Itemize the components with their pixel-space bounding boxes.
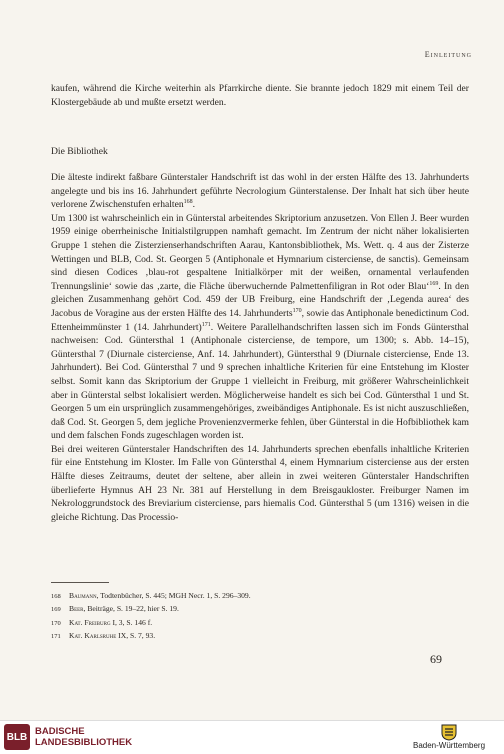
footnote-169 bbox=[51, 603, 251, 616]
paragraph-1 bbox=[51, 171, 469, 212]
page-number: 69 bbox=[430, 652, 442, 666]
footnote-number: 171 bbox=[51, 633, 61, 641]
footnote-171 bbox=[51, 630, 251, 643]
footnote-rule bbox=[51, 582, 109, 583]
intro-text: kaufen, während die Kirche weiterhin als Pfarrkirche diente. Sie brannte jedoch 1829 mit einem Teil der Klostergebäude ab und mußte ersetzt werden. bbox=[51, 83, 469, 108]
footnote-number: 168 bbox=[51, 593, 61, 600]
library-footer bbox=[0, 720, 504, 754]
paragraph-1-text: Die älteste indirekt faßbare Günterstaler Handschrift ist das wohl in der ersten Hälfte des 13. Jahrhunderts angelegte und bis ins 16. Jahrhundert geführte Necrologium Günterstalense. Der Inhalt hat sich über heute verlorene Zwischenstufen erhalten bbox=[51, 172, 469, 211]
section-heading: Die Bibliothek bbox=[51, 146, 108, 157]
bw-logo[interactable] bbox=[402, 723, 496, 750]
footnote-ref-169[interactable]: 169 bbox=[429, 280, 439, 287]
paragraph-1-end: . bbox=[192, 199, 196, 211]
paragraph-2-text-b: . In den gleichen Zusammenhang gehört Cod. 459 der UB Freiburg, eine Handschrift der ‚Legenda aurea‘ des Jacobus de Voragine aus der ersten Hälfte des 14. Jahrhunderts bbox=[51, 280, 470, 319]
library-name-line-2: LANDESBIBLIOTHEK bbox=[35, 737, 133, 748]
running-head: Einleitung bbox=[424, 50, 472, 59]
paragraph-2-text-a: Um 1300 ist wahrscheinlich ein in Günterstal arbeitendes Skriptorium anzusetzen. Von Ellen J. Beer wurden 1959 einige oberrheinische Initialstilgruppen namhaft gemacht. Im Zentrum der nicht näher lokalisierten Gruppe 1 stehen die Zisterzienserhandschriften Aarau, Kantonsbibliothek, Ms. Wett. q. 4 aus der Zisterze Wettingen und BLB, Cod. St. Georgen 5 (Antiphonale et Hymnarium cisterciense, de sanctis). Gemeinsam sind diesen Codices ‚blau-rot gespaltene Initialkörper mit der weißen, ornamental verlaufenden Trennungslinie‘ sowie das ‚zarte, die Fläche überwuchernde Palmettenfiligran in Rot oder Blau‘ bbox=[51, 212, 469, 292]
paragraph-2 bbox=[51, 212, 469, 443]
footnote-number: 170 bbox=[51, 619, 61, 627]
state-label: Baden-Württemberg bbox=[412, 741, 486, 750]
footnote-author: Kat. Karlsruhe bbox=[69, 631, 117, 641]
footnote-author: Kat. Freiburg bbox=[69, 617, 111, 627]
footnotes bbox=[51, 590, 251, 644]
footnote-ref-171[interactable]: 171 bbox=[201, 321, 211, 328]
footnote-168 bbox=[51, 590, 251, 603]
paragraph-2-text-c: , sowie das Antiphonale benedictinum Cod. Ettenheimmünster 1 (14. Jahrhundert) bbox=[51, 307, 469, 333]
footnote-text: , Beiträge, S. 19–22, hier S. 19. bbox=[83, 604, 179, 614]
library-name[interactable] bbox=[35, 726, 132, 748]
library-name-line-1: BADISCHE bbox=[35, 726, 85, 737]
footnote-ref-168[interactable]: 168 bbox=[183, 199, 193, 205]
footnote-text: , Todtenbücher, S. 445; MGH Necr. 1, S. 296–309. bbox=[96, 591, 251, 600]
blb-logo-icon[interactable]: BLB bbox=[4, 724, 30, 750]
footnote-author: Beer bbox=[69, 604, 84, 614]
paragraph-3: Bei drei weiteren Günterstaler Handschriften des 14. Jahrhunderts sprechen ebenfalls inhaltliche Kriterien für eine Entstehung im Kloster. Im Falle von Güntersthal 4, einem Hymnarium cisterciense aus der ersten Hälfte dieses Zeitraums, deutet der seltene, aber allein in zwei weiteren Günterstaler Handschriften überlieferte Hymnus AH 23 Nr. 381 auf Herstellung in dem Breisgaukloster. Freiburger Namen im Nekrologgrundstock des Breviarium cisterciense, pars hiemalis Cod. Güntersthal 5 (um 1316) weisen in die gleiche Richtung. Das Processio- bbox=[51, 443, 469, 523]
footnote-number: 169 bbox=[51, 606, 61, 614]
footnote-170 bbox=[51, 617, 251, 630]
footnote-text: I, 3, S. 146 f. bbox=[110, 617, 153, 627]
paragraph-2-text-d: . Weitere Parallelhandschriften lassen sich im Fonds Güntersthal nachweisen: Cod. Güntersthal 1 (Antiphonale cisterciense, de tempore, um 1300; s. Abb. 14–15), Güntersthal 7 (Diurnale cisterciense, Anf. 14. Jahrhundert), Güntersthal 9 (Diurnale cisterciense, Ende 13. Jahrhundert). Bei Cod. Güntersthal 7 und 9 sprechen inhaltliche Kriterien für eine Entstehung im Kloster selbst. Somit kann das Skriptorium der Gruppe 1 vielleicht in Freiburg, mit größerer Wahrscheinlichkeit aber in Günterstal selbst lokalisiert werden. Möglicherweise handelt es sich bei Cod. Güntersthal 1 und St. Georgen 5 um ein ursprünglich zusammengehöriges, zweibändiges Antiphonale. Es ist nicht auszuschließen, daß Cod. St. Georgen 5, dem jegliche Provenienzvermerke fehlen, über Günterstal in die Hofbibliothek kam und dem falschen Fonds zugeschlagen worden ist. bbox=[51, 321, 469, 442]
footnote-ref-170[interactable]: 170 bbox=[292, 307, 302, 314]
intro-paragraph bbox=[51, 82, 469, 109]
footnote-author: Baumann bbox=[69, 591, 97, 600]
section-body bbox=[51, 171, 469, 524]
footnote-text: IX, S. 7, 93. bbox=[116, 631, 156, 641]
coat-of-arms-icon bbox=[439, 723, 459, 741]
